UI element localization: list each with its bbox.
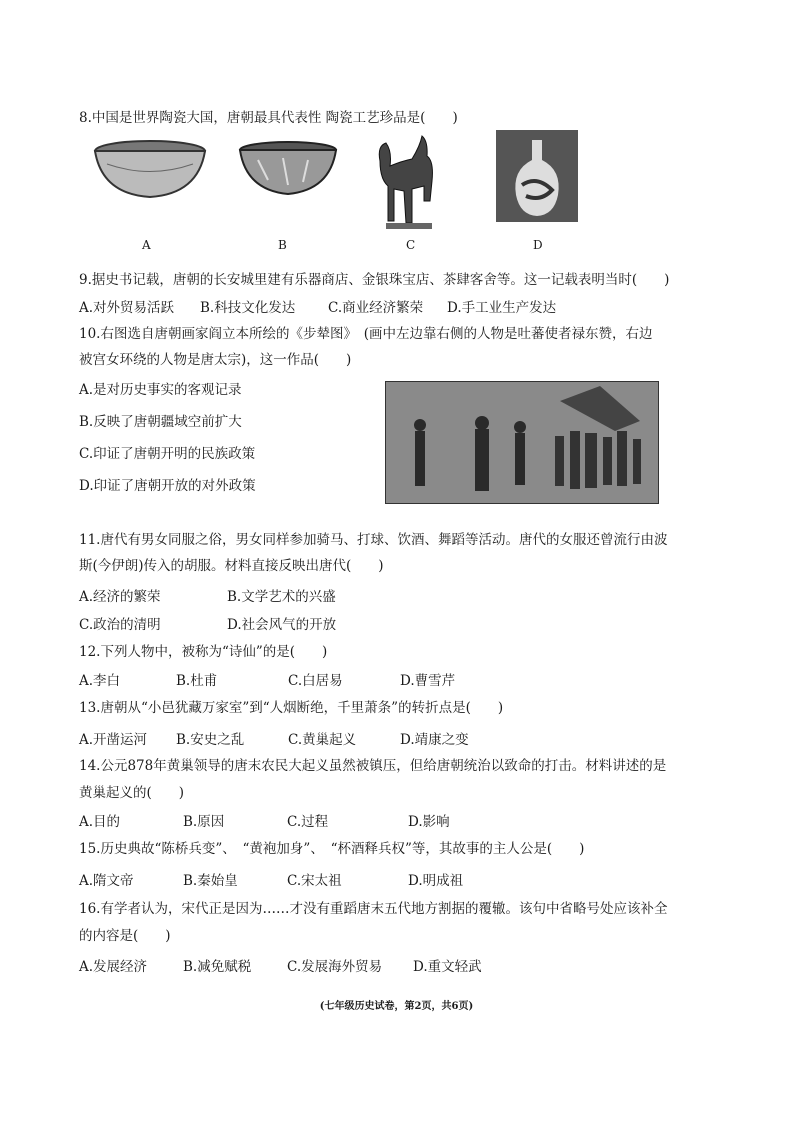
q11-options-row1 (79, 585, 336, 605)
q10-option-a: A.是对历史事实的客观记录 (79, 382, 242, 398)
tricolor-camel-icon (372, 131, 442, 231)
q16-stem-line1: 16.有学者认为，宋代正是因为……才没有重蹈唐末五代地方割据的覆辙。该句中省略号处应该补全 (79, 901, 668, 917)
q12-option-a: A.李白 (79, 673, 121, 689)
q8-label-b: B (278, 238, 287, 252)
q14-option-d: D.影响 (408, 814, 450, 830)
q14-options (79, 810, 450, 830)
q9-option-a: A.对外贸易活跃 (79, 300, 175, 316)
q14-stem-line2: 黄巢起义的( ) (79, 785, 185, 801)
q11-option-a: A.经济的繁荣 (79, 589, 161, 605)
q11-option-c: C.政治的清明 (79, 617, 161, 633)
q15-options (79, 869, 463, 889)
q16-option-a: A.发展经济 (79, 959, 148, 975)
q13-options (79, 728, 469, 748)
q9-option-b: B.科技文化发达 (200, 300, 296, 316)
q14-option-c: C.过程 (287, 814, 329, 830)
bowl-icon (92, 139, 208, 199)
q13-option-a: A.开凿运河 (79, 732, 148, 748)
q14-option-a: A.目的 (79, 814, 121, 830)
painting-icon (385, 381, 659, 504)
q9-options (79, 296, 556, 316)
q16-option-d: D.重文轻武 (413, 959, 482, 975)
page-footer: (七年级历史试卷，第2页，共6页) (319, 1001, 474, 1012)
q16-options (79, 955, 482, 975)
q16-option-c: C.发展海外贸易 (287, 959, 383, 975)
q8-stem: 8.中国是世界陶瓷大国，唐朝最具代表性 陶瓷工艺珍品是( ) (79, 110, 458, 126)
q15-option-b: B.秦始皇 (183, 873, 238, 889)
q9-option-d: D.手工业生产发达 (447, 300, 557, 316)
q13-option-c: C.黄巢起义 (288, 732, 357, 748)
q10-option-d: D.印证了唐朝开放的对外政策 (79, 478, 256, 494)
q15-option-d: D.明成祖 (408, 873, 464, 889)
q11-options-row2 (79, 613, 336, 633)
q10-option-c: C.印证了唐朝开明的民族政策 (79, 446, 256, 462)
vase-icon (496, 130, 578, 222)
q12-stem: 12.下列人物中，被称为“诗仙”的是( ) (79, 644, 328, 660)
q12-option-d: D.曹雪芹 (400, 673, 456, 689)
q13-option-b: B.安史之乱 (176, 732, 245, 748)
q11-option-b: B.文学艺术的兴盛 (227, 589, 336, 605)
q13-option-d: D.靖康之变 (400, 732, 469, 748)
q10-option-b: B.反映了唐朝疆域空前扩大 (79, 414, 242, 430)
q12-options (79, 669, 455, 689)
q13-stem: 13.唐朝从“小邑犹藏万家室”到“人烟断绝，千里萧条”的转折点是( ) (79, 700, 504, 716)
q14-stem-line1: 14.公元878年黄巢领导的唐末农民大起义虽然被镇压，但给唐朝统治以致命的打击。材料讲述的是 (79, 758, 667, 774)
q9-stem: 9.据史书记载，唐朝的长安城里建有乐器商店、金银珠宝店、茶肆客舍等。这一记载表明当时( ) (79, 272, 670, 288)
q12-option-b: B.杜甫 (176, 673, 218, 689)
q11-stem-line2: 斯(今伊朗)传入的胡服。材料直接反映出唐代( ) (79, 558, 384, 574)
q12-option-c: C.白居易 (288, 673, 343, 689)
q9-option-c: C.商业经济繁荣 (328, 300, 424, 316)
q15-stem: 15.历史典故“陈桥兵变”、 “黄袍加身”、 “杯酒释兵权”等，其故事的主人公是( ) (79, 841, 585, 857)
bowl-icon (238, 140, 338, 198)
q8-label-a: A (142, 238, 151, 252)
q10-stem-line1: 10.右图选自唐朝画家阎立本所绘的《步辇图》 (画中左边靠右侧的人物是吐蕃使者禄东赞，右边 (79, 326, 653, 342)
q11-option-d: D.社会风气的开放 (227, 617, 337, 633)
q16-stem-line2: 的内容是( ) (79, 928, 171, 944)
q15-option-c: C.宋太祖 (287, 873, 342, 889)
q16-option-b: B.减免赋税 (183, 959, 252, 975)
q11-stem-line1: 11.唐代有男女同服之俗，男女同样参加骑马、打球、饮酒、舞蹈等活动。唐代的女服还曾流行由波 (79, 532, 668, 548)
q14-option-b: B.原因 (183, 814, 225, 830)
q8-label-c: C (406, 238, 416, 252)
q8-label-d: D (533, 238, 543, 252)
q15-option-a: A.隋文帝 (79, 873, 134, 889)
q10-stem-line2: 被宫女环绕的人物是唐太宗)，这一作品( ) (79, 352, 352, 368)
